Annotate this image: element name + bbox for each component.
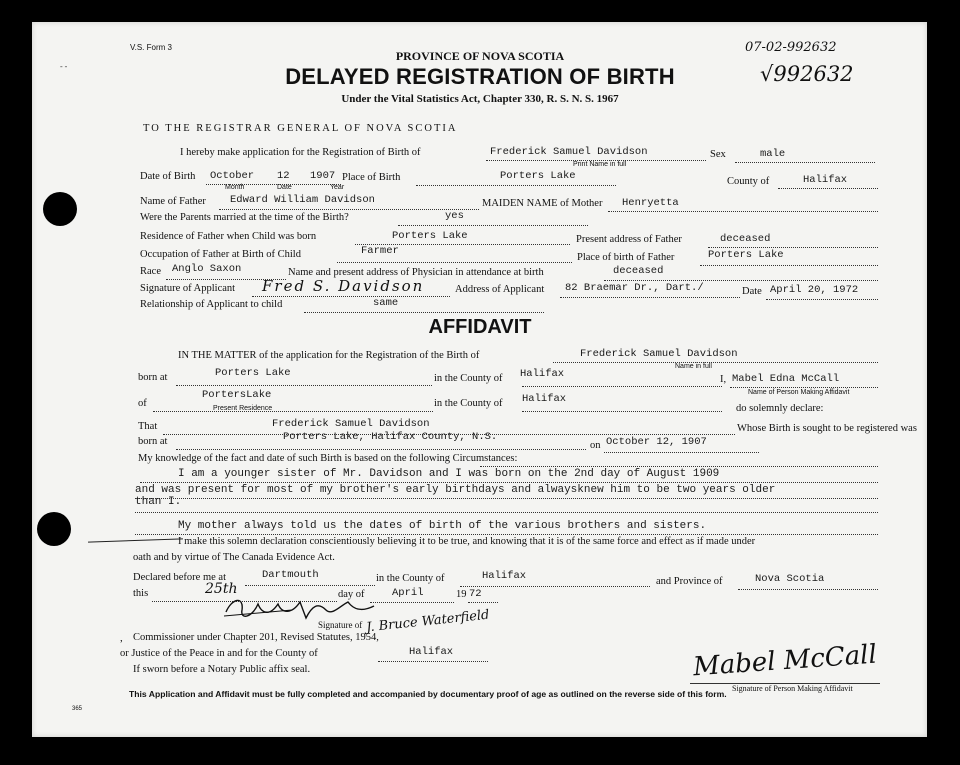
deponent-value: Mabel Edna McCall bbox=[732, 373, 840, 385]
applicant-signature: Fred S. Davidson bbox=[262, 277, 425, 295]
caption: Signature of Person Making Affidavit bbox=[732, 684, 853, 693]
in-county-label: in the County of bbox=[434, 373, 503, 384]
county-value: Halifax bbox=[803, 174, 848, 186]
notary-text: If sworn before a Notary Public affix seal. bbox=[133, 664, 311, 675]
caption: Print Name in full bbox=[573, 161, 627, 168]
province-value: Nova Scotia bbox=[755, 573, 825, 585]
res-father-label: Residence of Father when Child was born bbox=[140, 231, 317, 242]
bullet: , bbox=[120, 632, 123, 644]
that-label: That bbox=[138, 421, 158, 432]
handwritten-number: 07-02-992632 bbox=[745, 40, 837, 55]
registrar-line: TO THE REGISTRAR GENERAL OF NOVA SCOTIA bbox=[143, 123, 458, 134]
mother-label: MAIDEN NAME of Mother bbox=[482, 198, 603, 209]
sig-applicant-label: Signature of Applicant bbox=[140, 283, 236, 294]
addr-applicant-value: 82 Braemar Dr., Dart./ bbox=[565, 282, 704, 294]
caption: Date bbox=[277, 184, 292, 191]
punch-hole bbox=[37, 512, 71, 546]
solemn-text: I make this solemn declaration conscientiously believing it to be true, and knowing that it is of the same force and effect as if made under bbox=[178, 536, 756, 547]
signature-of-label: Signature of bbox=[318, 620, 363, 630]
this-label: this bbox=[133, 588, 149, 599]
commissioner-signature: J. Bruce Waterfield bbox=[365, 607, 491, 636]
res-father-value: Porters Lake bbox=[392, 230, 468, 242]
caption: Name in full bbox=[675, 363, 712, 370]
county2-value: Halifax bbox=[522, 393, 567, 405]
handwritten-number: √992632 bbox=[760, 62, 854, 86]
relationship-label: Relationship of Applicant to child bbox=[140, 299, 283, 310]
dob-label: Date of Birth bbox=[140, 171, 196, 182]
date-value: April 20, 1972 bbox=[770, 284, 859, 296]
father-pob-value: Porters Lake bbox=[708, 249, 784, 261]
year-prefix: 19 bbox=[456, 589, 467, 600]
father-label: Name of Father bbox=[140, 196, 206, 207]
born-on-value: October 12, 1907 bbox=[606, 436, 707, 448]
declared-at-value: Dartmouth bbox=[262, 569, 319, 581]
justice-text: or Justice of the Peace in and for the County of bbox=[120, 648, 318, 659]
of-label: of bbox=[138, 398, 147, 409]
caption: Name of Person Making Affidavit bbox=[748, 389, 850, 396]
born-at2-label: born at bbox=[138, 436, 168, 447]
day-value: 25th bbox=[205, 581, 238, 597]
pob-value: Porters Lake bbox=[500, 170, 576, 182]
province-heading: PROVINCE OF NOVA SCOTIA bbox=[395, 49, 565, 63]
circumstance-line: I am a younger sister of Mr. Davidson and I was born on the 2nd day of August 1909 bbox=[178, 468, 720, 480]
declare-text: do solemnly declare: bbox=[736, 403, 824, 414]
punch-hole bbox=[43, 192, 77, 226]
dob-year-value: 1907 bbox=[310, 170, 336, 182]
knowledge-text: My knowledge of the fact and date of such Birth is based on the following Circumstances: bbox=[138, 453, 518, 464]
occupation-label: Occupation of Father at Birth of Child bbox=[140, 249, 301, 260]
child-name-value: Frederick Samuel Davidson bbox=[490, 146, 648, 158]
father-pob-label: Place of birth of Father bbox=[577, 252, 675, 263]
in-county-label: in the County of bbox=[376, 573, 445, 584]
present-addr-value: deceased bbox=[720, 233, 771, 245]
born-at2-value: Porters Lake, Halifax County, N.S. bbox=[283, 431, 498, 443]
form-code: V.S. Form 3 bbox=[130, 43, 172, 52]
sex-value: male bbox=[760, 148, 786, 160]
county-label: County of bbox=[727, 176, 770, 187]
married-value: yes bbox=[445, 210, 464, 222]
county3-value: Halifax bbox=[482, 570, 527, 582]
date-label: Date bbox=[742, 286, 762, 297]
married-label: Were the Parents married at the time of the Birth? bbox=[140, 212, 349, 223]
whose-text: Whose Birth is sought to be registered was bbox=[737, 423, 917, 434]
sex-label: Sex bbox=[710, 149, 726, 160]
relationship-value: same bbox=[373, 297, 399, 309]
born-at-label: born at bbox=[138, 372, 168, 383]
dob-month-value: October bbox=[210, 170, 255, 182]
that-name-value: Frederick Samuel Davidson bbox=[272, 418, 430, 430]
form-subtitle: Under the Vital Statistics Act, Chapter 330, R. S. N. S. 1967 bbox=[341, 93, 619, 105]
circumstance-line: and was present for most of my brother's early birthdays and alwaysknew him to be two years older bbox=[135, 484, 776, 496]
pob-label: Place of Birth bbox=[342, 172, 401, 183]
race-label: Race bbox=[140, 266, 161, 277]
matter-name-value: Frederick Samuel Davidson bbox=[580, 348, 738, 360]
month-value: April bbox=[392, 587, 424, 599]
margin-dash: - - bbox=[60, 62, 68, 71]
dob-date-value: 12 bbox=[277, 170, 290, 182]
physician-label: Name and present address of Physician in attendance at birth bbox=[288, 267, 544, 278]
justice-county-value: Halifax bbox=[409, 646, 454, 658]
circumstance-line: than I. bbox=[135, 496, 182, 508]
county1-value: Halifax bbox=[520, 368, 565, 380]
on-label: on bbox=[590, 440, 601, 451]
commissioner-text: Commissioner under Chapter 201, Revised Statutes, 1954, bbox=[133, 632, 379, 643]
addr-applicant-label: Address of Applicant bbox=[455, 284, 545, 295]
circumstance-line: My mother always told us the dates of birth of the various brothers and sisters. bbox=[178, 520, 707, 532]
footer-note: This Application and Affidavit must be fully completed and accompanied by documentary proof of age as outlined on the reverse side of this form. bbox=[129, 689, 727, 699]
province-label: and Province of bbox=[656, 576, 723, 587]
year-value: 72 bbox=[469, 588, 482, 600]
physician-value: deceased bbox=[613, 265, 664, 277]
day-of-label: day of bbox=[338, 589, 365, 600]
form-title: DELAYED REGISTRATION OF BIRTH bbox=[285, 64, 675, 89]
in-county-label: in the County of bbox=[434, 398, 503, 409]
occupation-value: Farmer bbox=[361, 245, 399, 257]
born-at-value: Porters Lake bbox=[215, 367, 291, 379]
caption: Month bbox=[225, 184, 245, 191]
mother-value: Henryetta bbox=[622, 197, 679, 209]
matter-text: IN THE MATTER of the application for the Registration of the Birth of bbox=[178, 350, 480, 361]
footer-code: 365 bbox=[72, 706, 83, 712]
i-prefix: I, bbox=[720, 374, 727, 385]
residence-value: PortersLake bbox=[202, 389, 272, 401]
solemn-text: oath and by virtue of The Canada Evidence Act. bbox=[133, 552, 335, 563]
caption: Present Residence bbox=[213, 405, 273, 412]
declared-label: Declared before me at bbox=[133, 572, 226, 583]
race-value: Anglo Saxon bbox=[172, 263, 242, 275]
present-addr-label: Present address of Father bbox=[576, 234, 682, 245]
caption: Year bbox=[330, 184, 345, 191]
intro-text: I hereby make application for the Registration of Birth of bbox=[180, 147, 421, 158]
father-value: Edward William Davidson bbox=[230, 194, 375, 206]
deponent-signature: Mabel McCall bbox=[692, 639, 878, 683]
affidavit-heading: AFFIDAVIT bbox=[428, 316, 532, 338]
